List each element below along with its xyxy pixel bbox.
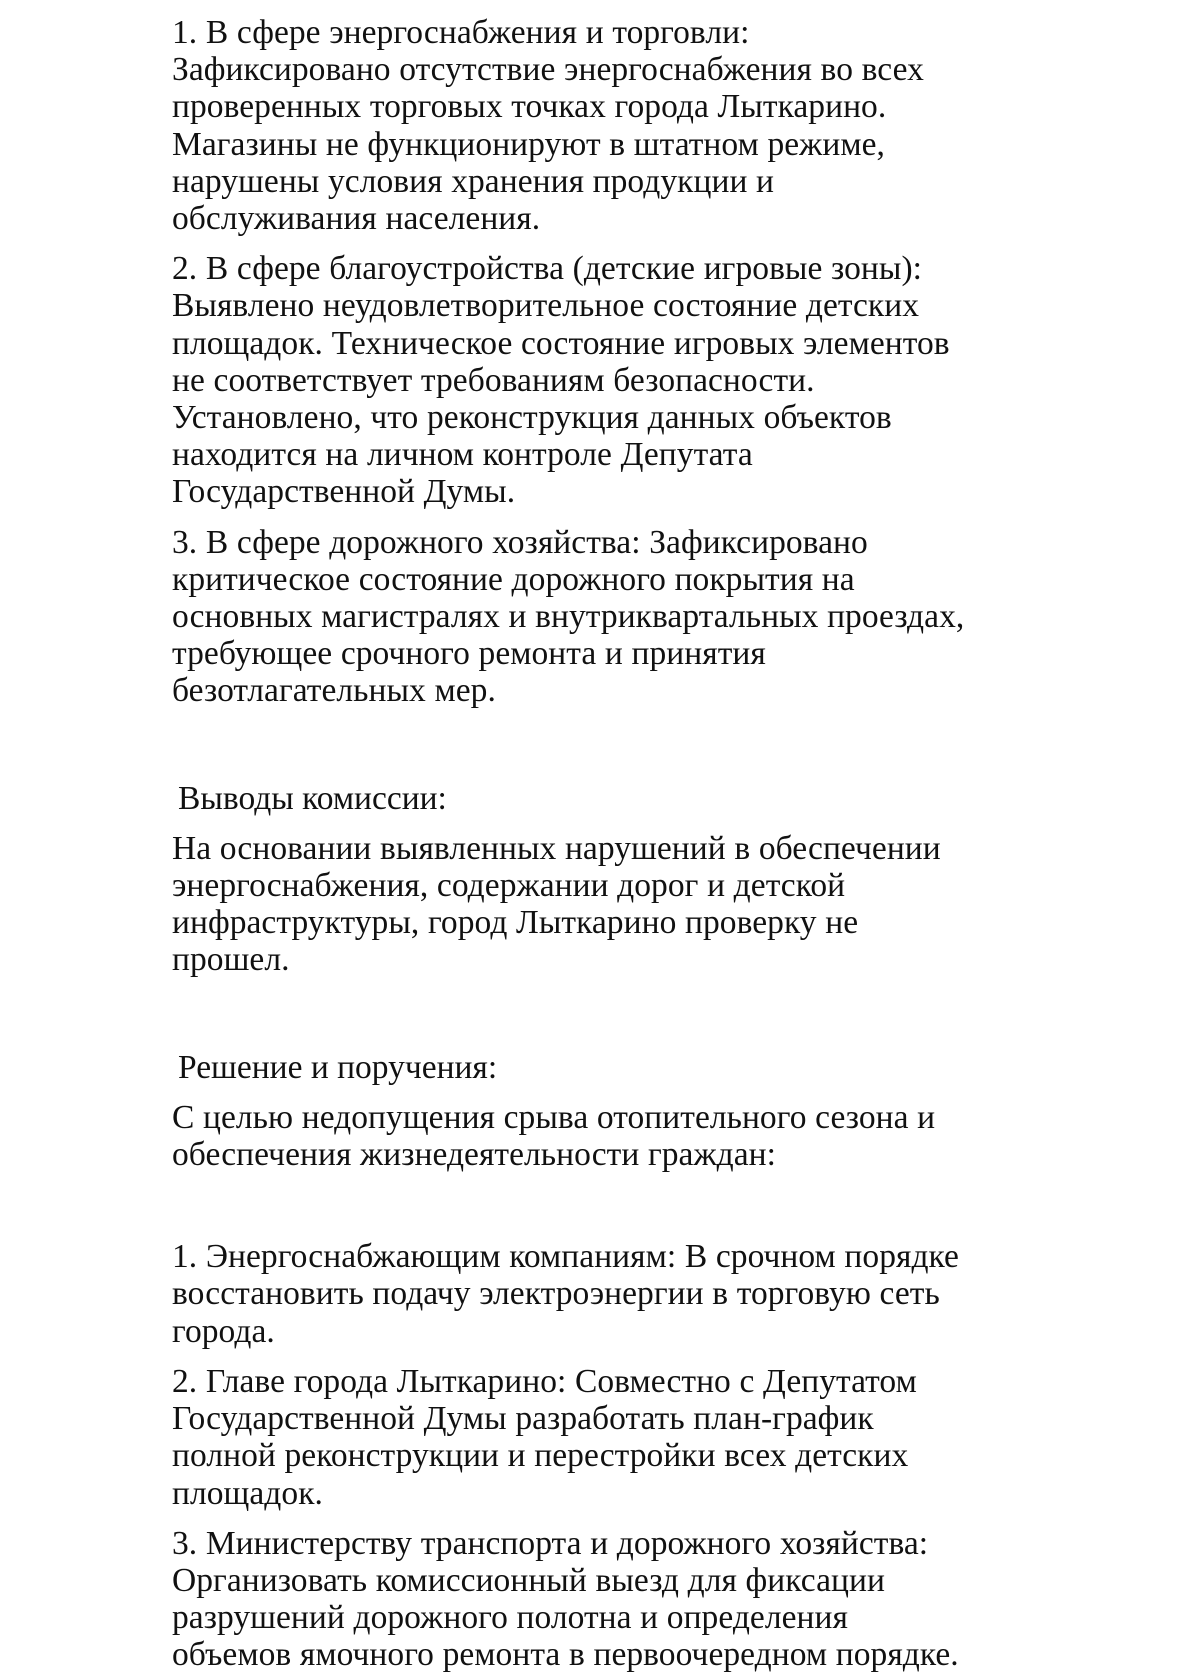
section-spacer-tasks (172, 1186, 969, 1238)
finding-paragraph-2: 2. В сфере благоустройства (детские игровые зоны): Выявлено неудовлетворительное состояние детских площадок. Техническое состояние игровых элементов не соответствует требованиям безопасности. Установлено, что реконструкция данных объектов находится на личном контроле Депутата Государственной Думы. (172, 250, 950, 511)
decision-heading: Решение и поручения: (178, 1048, 498, 1086)
finding-paragraph-1: 1. В сфере энергоснабжения и торговли: Зафиксировано отсутствие энергоснабжения во всех проверенных торговых точках города Лыткарино. Магазины не функционируют в штатном режиме, нарушены условия хранения продукции и обслуживания населения. (172, 14, 924, 238)
task-paragraph-1: 1. Энергоснабжающим компаниям: В срочном порядке восстановить подачу электроэнергии в торговую сеть города. (172, 1238, 959, 1350)
finding-paragraph-3: 3. В сфере дорожного хозяйства: Зафиксировано критическое состояние дорожного покрытия на основных магистралях и внутриквартальных проездах, требующее срочного ремонта и принятия безотлагательных мер. (172, 523, 965, 710)
conclusions-heading: Выводы комиссии: (178, 779, 447, 817)
document-body (172, 14, 969, 1674)
task-paragraph-3: 3. Министерству транспорта и дорожного хозяйства: Организовать комиссионный выезд для фиксации разрушений дорожного полотна и определения объемов ямочного ремонта в первоочередном порядке. (172, 1524, 959, 1674)
decision-intro: С целью недопущения срыва отопительного сезона и обеспечения жизнедеятельности граждан: (172, 1098, 936, 1174)
section-spacer-conclusions (172, 723, 969, 780)
conclusions-body: На основании выявленных нарушений в обеспечении энергоснабжения, содержании дорог и детской инфраструктуры, город Лыткарино проверку не прошел. (172, 829, 941, 979)
task-paragraph-2: 2. Главе города Лыткарино: Совместно с Депутатом Государственной Думы разработать план-график полной реконструкции и перестройки всех детских площадок. (172, 1362, 917, 1512)
section-spacer-decision (172, 992, 969, 1049)
